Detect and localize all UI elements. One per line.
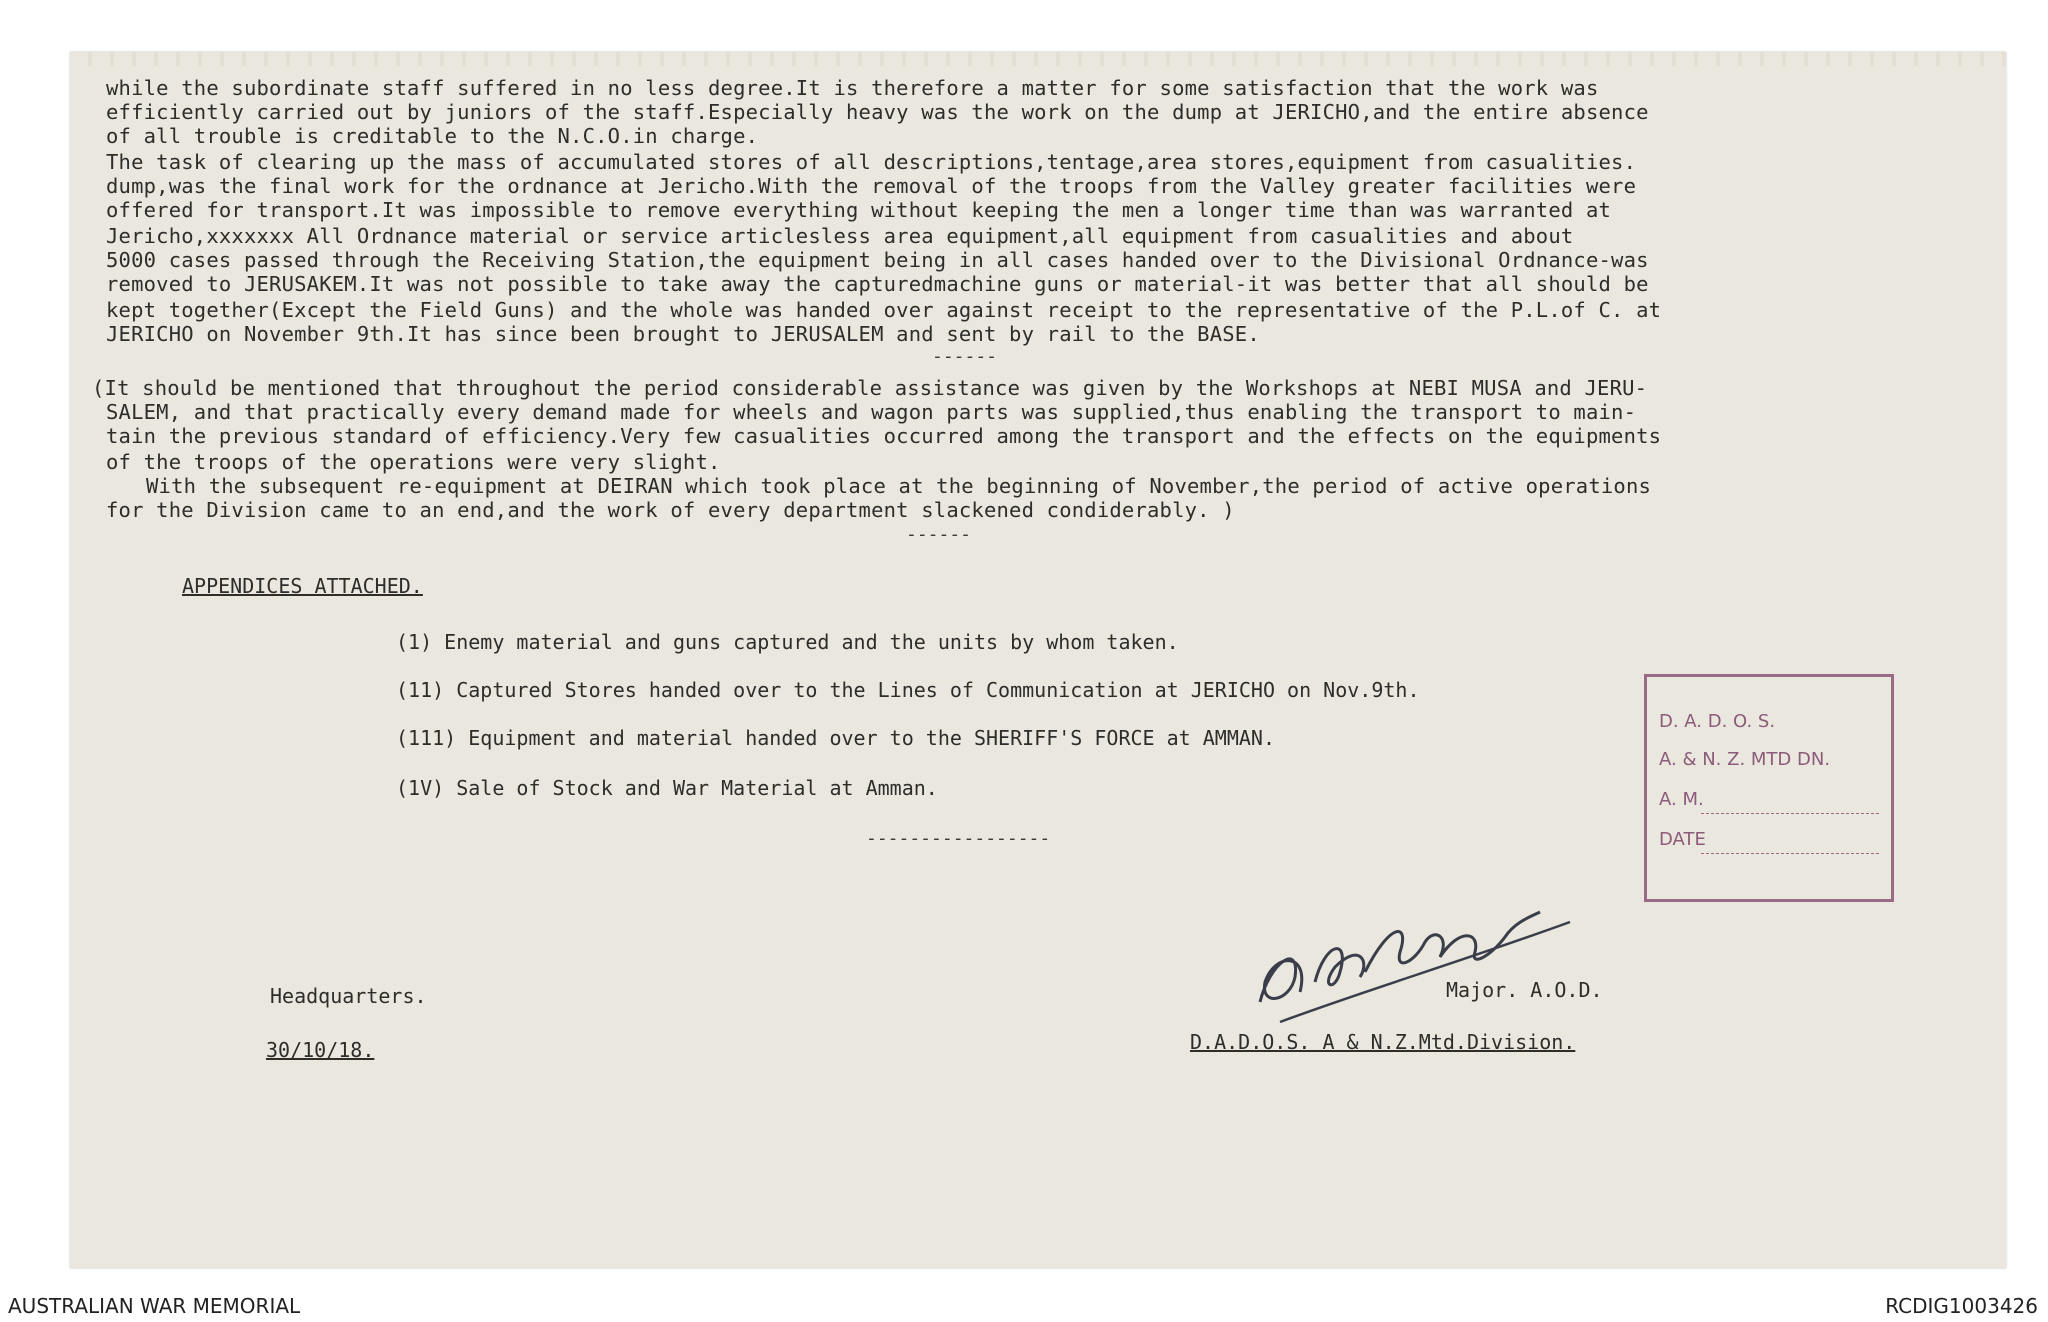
body-line: for the Division came to an end,and the work of every department slackened condiderably. ): [106, 498, 1235, 522]
torn-top-edge: [70, 52, 2006, 66]
body-line: kept together(Except the Field Guns) and the whole was handed over against receipt to the representative of the P.L.of C. at: [106, 298, 1662, 322]
body-line: JERICHO on November 9th.It has since been brought to JERUSALEM and sent by rail to the BASE.: [106, 322, 1260, 346]
body-line: offered for transport.It was impossible to remove everything without keeping the men a longer time than was warranted at: [106, 198, 1612, 222]
stamp-line: DATE: [1659, 829, 1706, 850]
stamp-rule: [1701, 813, 1879, 814]
signatory-unit: D.A.D.O.S. A & N.Z.Mtd.Division.: [1190, 1030, 1576, 1054]
stamp-line: A. M.: [1659, 789, 1704, 810]
archive-footer: [0, 1286, 2048, 1322]
body-line: SALEM, and that practically every demand made for wheels and wagon parts was supplied,thus enabling the transport to main-: [106, 400, 1637, 424]
appendix-item: (1) Enemy material and guns captured and the units by whom taken.: [396, 630, 1179, 654]
body-line: With the subsequent re-equipment at DEIRAN which took place at the beginning of November,the period of active operations: [146, 474, 1652, 498]
body-line: Jericho,xxxxxxx All Ordnance material or service articlesless area equipment,all equipment from casualities and about: [106, 224, 1574, 248]
appendix-item: (111) Equipment and material handed over to the SHERIFF'S FORCE at AMMAN.: [396, 726, 1275, 750]
headquarters-label: Headquarters.: [270, 984, 427, 1008]
body-line: dump,was the final work for the ordnance at Jericho.With the removal of the troops from the Valley greater facilities were: [106, 174, 1637, 198]
body-line: 5000 cases passed through the Receiving Station,the equipment being in all cases handed over to the Divisional Ordnance-was: [106, 248, 1649, 272]
body-line: of the troops of the operations were very slight.: [106, 450, 721, 474]
stamp-line: D. A. D. O. S.: [1659, 711, 1776, 732]
body-line: efficiently carried out by juniors of the staff.Especially heavy was the work on the dump at JERICHO,and the entire absence: [106, 100, 1649, 124]
body-line: (It should be mentioned that throughout the period considerable assistance was given by the Workshops at NEBI MUSA and JERU-: [92, 376, 1648, 400]
appendices-heading: APPENDICES ATTACHED.: [182, 574, 423, 598]
appendix-item: (11) Captured Stores handed over to the Lines of Communication at JERICHO on Nov.9th.: [396, 678, 1420, 702]
body-line: removed to JERUSAKEM.It was not possible to take away the capturedmachine guns or material-it was better that all should be: [106, 272, 1649, 296]
body-line: The task of clearing up the mass of accumulated stores of all descriptions,tentage,area stores,equipment from casualities.: [106, 150, 1637, 174]
archive-name: AUSTRALIAN WAR MEMORIAL: [8, 1294, 301, 1318]
signatory-rank: Major. A.O.D.: [1446, 978, 1603, 1002]
office-stamp: [1644, 674, 1894, 902]
stamp-rule: [1701, 853, 1879, 854]
handwritten-signature: [1240, 882, 1580, 1032]
separator-dashes: ------: [932, 346, 998, 367]
document-date: 30/10/18.: [266, 1038, 375, 1062]
archive-reference: RCDIG1003426: [1885, 1294, 2038, 1318]
separator-dashes: ------: [906, 524, 972, 545]
body-line: of all trouble is creditable to the N.C.O.in charge.: [106, 124, 759, 148]
body-line: while the subordinate staff suffered in no less degree.It is therefore a matter for some satisfaction that the work was: [106, 76, 1599, 100]
body-line: tain the previous standard of efficiency.Very few casualities occurred among the transport and the effects on the equipments: [106, 424, 1662, 448]
document-page: [70, 52, 2006, 1268]
separator-dashes: -----------------: [866, 828, 1051, 849]
stamp-line: A. & N. Z. MTD DN.: [1659, 749, 1831, 770]
appendix-item: (1V) Sale of Stock and War Material at Amman.: [396, 776, 938, 800]
